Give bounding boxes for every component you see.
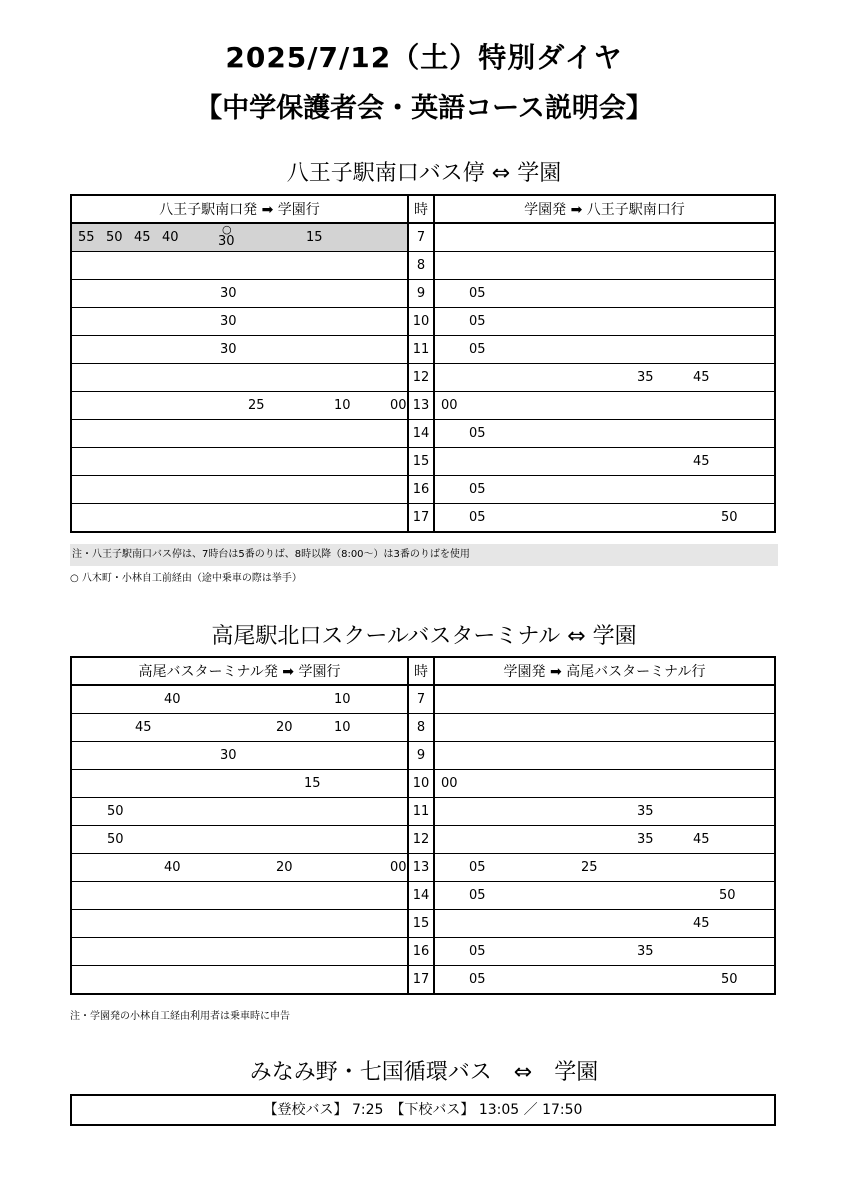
- table-row: [71, 798, 775, 826]
- minute: 30: [220, 286, 237, 301]
- outbound-cell: [71, 336, 408, 364]
- minute: 20: [276, 720, 293, 735]
- return-cell: [434, 476, 775, 504]
- minute: 00: [390, 398, 407, 413]
- page-subtitle: 【中学保護者会・英語コース説明会】: [195, 93, 653, 124]
- minute: 30: [220, 314, 237, 329]
- outbound-cell: [71, 938, 408, 966]
- outbound-cell: [71, 308, 408, 336]
- section3-title: みなみ野・七国循環バス ⇔ 学園: [249, 1060, 599, 1085]
- hour-cell: 11: [408, 336, 434, 364]
- outbound-cell: [71, 910, 408, 938]
- outbound-cell: [71, 280, 408, 308]
- hour-cell: 8: [408, 714, 434, 742]
- minute: 15: [304, 776, 321, 791]
- hour-cell: 17: [408, 504, 434, 533]
- return-cell: [434, 280, 775, 308]
- minute: 00: [441, 398, 458, 413]
- outbound-cell: [71, 826, 408, 854]
- minute: 45: [693, 916, 710, 931]
- minute: 50: [107, 832, 124, 847]
- minute: 25: [248, 398, 265, 413]
- minute: 50: [106, 230, 123, 245]
- minute: 35: [637, 804, 654, 819]
- minute: 35: [637, 370, 654, 385]
- minute: 10: [334, 720, 351, 735]
- minute: 30: [218, 234, 235, 249]
- hour-cell: 15: [408, 448, 434, 476]
- minute: 40: [162, 230, 179, 245]
- hour-cell: 17: [408, 966, 434, 995]
- return-cell: [434, 685, 775, 714]
- section1-note-route: ○ 八木町・小林自工前経由（途中乗車の際は挙手）: [70, 573, 302, 584]
- col-header-return: 学園発 ➡ 八王子駅南口行: [434, 195, 775, 223]
- outbound-cell: [71, 854, 408, 882]
- return-cell: [434, 910, 775, 938]
- return-cell: [434, 308, 775, 336]
- table-row: [71, 504, 775, 533]
- return-cell: [434, 714, 775, 742]
- table-row: [71, 854, 775, 882]
- minute: 00: [441, 776, 458, 791]
- hour-cell: 8: [408, 252, 434, 280]
- return-cell: [434, 420, 775, 448]
- table-row: [71, 364, 775, 392]
- return-cell: [434, 798, 775, 826]
- minute: 05: [469, 972, 486, 987]
- minute: 05: [469, 888, 486, 903]
- table-row: [71, 882, 775, 910]
- hour-cell: 15: [408, 910, 434, 938]
- table-row: [71, 826, 775, 854]
- table-row: [71, 252, 775, 280]
- return-cell: [434, 364, 775, 392]
- hour-cell: 10: [408, 308, 434, 336]
- return-cell: [434, 826, 775, 854]
- minute: 40: [164, 692, 181, 707]
- outbound-cell: [71, 966, 408, 995]
- return-cell: [434, 504, 775, 533]
- minute: 50: [721, 510, 738, 525]
- table-row: [71, 223, 775, 252]
- minute: 05: [469, 286, 486, 301]
- outbound-cell: [71, 770, 408, 798]
- minute: 30: [220, 748, 237, 763]
- return-cell: [434, 854, 775, 882]
- table-row: [71, 714, 775, 742]
- outbound-cell: [71, 882, 408, 910]
- return-cell: [434, 336, 775, 364]
- return-cell: [434, 770, 775, 798]
- minute: 05: [469, 860, 486, 875]
- minute: 40: [164, 860, 181, 875]
- return-cell: [434, 742, 775, 770]
- minute: 00: [390, 860, 407, 875]
- hour-cell: 14: [408, 420, 434, 448]
- outbound-cell: [71, 504, 408, 533]
- return-cell: [434, 252, 775, 280]
- minute: 05: [469, 314, 486, 329]
- outbound-cell: [71, 364, 408, 392]
- minute: 45: [693, 454, 710, 469]
- table-row: [71, 910, 775, 938]
- minute: 50: [719, 888, 736, 903]
- minute: 15: [306, 230, 323, 245]
- outbound-cell: [71, 420, 408, 448]
- return-cell: [434, 448, 775, 476]
- takao-timetable: [70, 656, 776, 995]
- table-row: [71, 966, 775, 995]
- table-row: [71, 742, 775, 770]
- table-row: [71, 938, 775, 966]
- outbound-cell: [71, 448, 408, 476]
- minute: 05: [469, 944, 486, 959]
- table-row: [71, 685, 775, 714]
- hour-cell: 11: [408, 798, 434, 826]
- return-cell: [434, 966, 775, 995]
- minute: 55: [78, 230, 95, 245]
- section1-note-platform: 注・八王子駅南口バス停は、7時台は5番のりば、8時以降（8:00～）は3番のりばを使用: [70, 544, 778, 566]
- hour-cell: 16: [408, 476, 434, 504]
- minute: 25: [581, 860, 598, 875]
- section2-title: 高尾駅北口スクールバスターミナル ⇔ 学園: [211, 624, 637, 649]
- minute: 45: [693, 370, 710, 385]
- hachioji-timetable: [70, 194, 776, 533]
- table-row: [71, 392, 775, 420]
- minute: 45: [135, 720, 152, 735]
- table-row: [71, 308, 775, 336]
- minute: 05: [469, 342, 486, 357]
- col-header-hour: 時: [408, 195, 434, 223]
- outbound-cell: [71, 223, 408, 252]
- outbound-cell: [71, 714, 408, 742]
- col-header-hour: 時: [408, 657, 434, 685]
- table-row: [71, 448, 775, 476]
- loop-bus-schedule: 【登校バス】 7:25 【下校バス】 13:05 ／ 17:50: [70, 1094, 776, 1126]
- hour-cell: 12: [408, 364, 434, 392]
- minute: 35: [637, 832, 654, 847]
- hour-cell: 9: [408, 742, 434, 770]
- table-row: [71, 476, 775, 504]
- return-cell: [434, 882, 775, 910]
- minute: 35: [637, 944, 654, 959]
- outbound-cell: [71, 685, 408, 714]
- hour-cell: 13: [408, 392, 434, 420]
- hour-cell: 16: [408, 938, 434, 966]
- minute: 05: [469, 482, 486, 497]
- hour-cell: 12: [408, 826, 434, 854]
- outbound-cell: [71, 742, 408, 770]
- minute: 20: [276, 860, 293, 875]
- table-row: [71, 420, 775, 448]
- hour-cell: 13: [408, 854, 434, 882]
- outbound-cell: [71, 392, 408, 420]
- minute: 45: [134, 230, 151, 245]
- minute: 10: [334, 398, 351, 413]
- outbound-cell: [71, 798, 408, 826]
- minute: 30: [220, 342, 237, 357]
- col-header-return: 学園発 ➡ 高尾バスターミナル行: [434, 657, 775, 685]
- hour-cell: 9: [408, 280, 434, 308]
- section2-note: 注・学園発の小林自工経由利用者は乗車時に申告: [70, 1011, 290, 1022]
- return-cell: [434, 223, 775, 252]
- minute: 50: [721, 972, 738, 987]
- hour-cell: 14: [408, 882, 434, 910]
- return-cell: [434, 938, 775, 966]
- outbound-cell: [71, 476, 408, 504]
- outbound-cell: [71, 252, 408, 280]
- table-row: [71, 280, 775, 308]
- page-title: 2025/7/12（土）特別ダイヤ: [225, 41, 623, 74]
- minute: 05: [469, 426, 486, 441]
- hour-cell: 7: [408, 685, 434, 714]
- table-row: [71, 336, 775, 364]
- minute: 45: [693, 832, 710, 847]
- minute: 50: [107, 804, 124, 819]
- hour-cell: 10: [408, 770, 434, 798]
- via-circle-mark: ○: [222, 223, 232, 236]
- table-row: [71, 770, 775, 798]
- section1-title: 八王子駅南口バス停 ⇔ 学園: [286, 161, 562, 186]
- minute: 10: [334, 692, 351, 707]
- hour-cell: 7: [408, 223, 434, 252]
- col-header-outbound: 高尾バスターミナル発 ➡ 学園行: [71, 657, 408, 685]
- minute: 05: [469, 510, 486, 525]
- col-header-outbound: 八王子駅南口発 ➡ 学園行: [71, 195, 408, 223]
- return-cell: [434, 392, 775, 420]
